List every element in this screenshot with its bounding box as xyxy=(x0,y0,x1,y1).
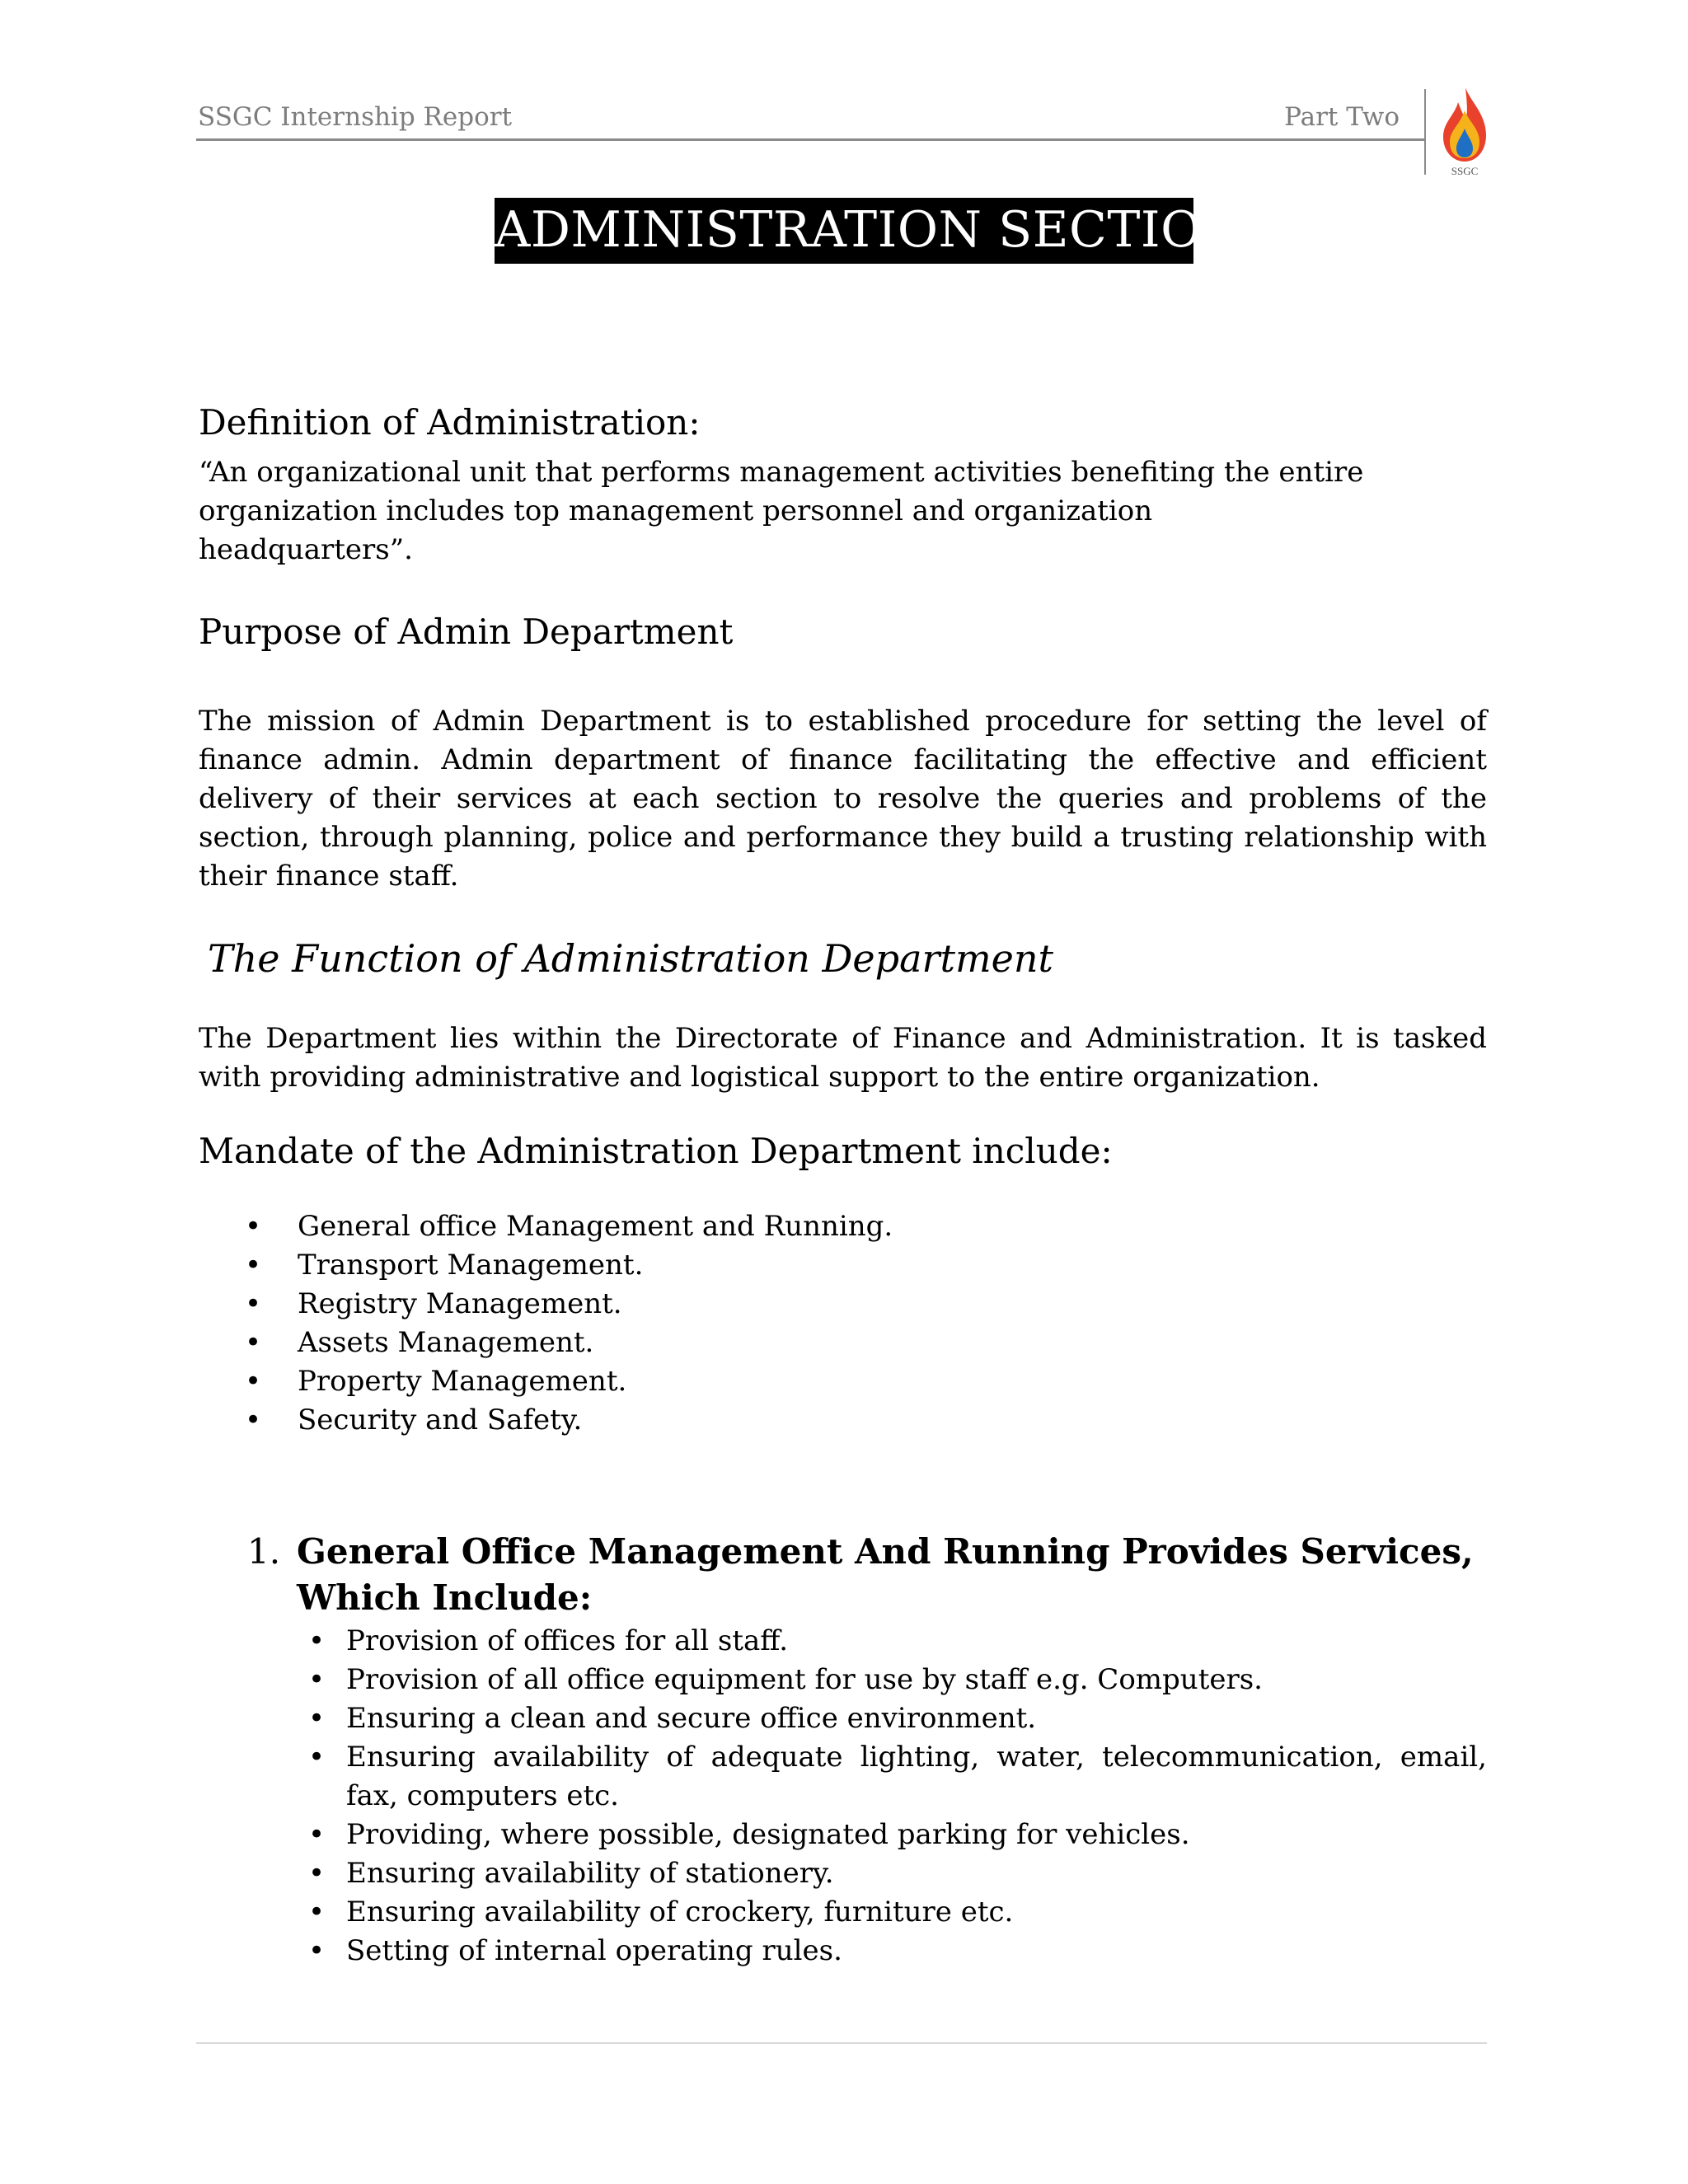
list-item: • Providing, where possible, designated parking for vehicles. xyxy=(297,1816,1487,1854)
function-heading: The Function of Administration Department xyxy=(208,936,1053,981)
list-item: • Provision of all office equipment for use by staff e.g. Computers. xyxy=(297,1661,1487,1699)
purpose-text: The mission of Admin Department is to established procedure for setting the level of finance admin. Admin department of finance facilitating the effective and efficient delivery of their services at each section to resolve the queries and problems of the section, through planning, police and performance they build a trusting relationship with their finance staff. xyxy=(199,705,1487,893)
list-item: • Ensuring availability of stationery. xyxy=(297,1854,1487,1893)
section-1-heading-text: General Office Management And Running Provides Services, Which Include: xyxy=(297,1531,1474,1618)
section-1-services-list xyxy=(297,1622,1487,1971)
logo-label: SSGC xyxy=(1451,165,1479,177)
page-header xyxy=(196,97,1424,141)
list-item: • General office Management and Running. xyxy=(199,1207,893,1246)
list-item: • Registry Management. xyxy=(199,1285,893,1324)
header-divider xyxy=(1424,89,1426,175)
list-item: • Ensuring availability of adequate lighting, water, telecommunication, email, fax, computers etc. xyxy=(297,1738,1487,1816)
list-item: • Transport Management. xyxy=(199,1246,893,1285)
function-text: The Department lies within the Directorate of Finance and Administration. It is tasked with providing administrative and logistical support to the entire organization. xyxy=(199,1022,1487,1094)
report-title: SSGC Internship Report xyxy=(198,102,513,132)
definition-text: “An organizational unit that performs management activities benefiting the entire organization includes top management personnel and organization headquarters”. xyxy=(199,456,1364,566)
list-item: • Provision of offices for all staff. xyxy=(297,1622,1487,1661)
footer-divider xyxy=(196,2042,1487,2044)
list-item: • Property Management. xyxy=(199,1362,893,1401)
list-item: • Security and Safety. xyxy=(199,1401,893,1440)
mandate-heading: Mandate of the Administration Department include: xyxy=(199,1131,1113,1171)
list-item: • Setting of internal operating rules. xyxy=(297,1932,1487,1971)
definition-heading: Definition of Administration: xyxy=(199,402,701,443)
part-label: Part Two xyxy=(1284,102,1400,132)
list-item: • Ensuring a clean and secure office environment. xyxy=(297,1699,1487,1738)
ssgc-flame-logo xyxy=(1438,82,1491,178)
purpose-heading: Purpose of Admin Department xyxy=(199,612,734,652)
list-item: • Assets Management. xyxy=(199,1324,893,1362)
section-title: ADMINISTRATION SECTION xyxy=(495,201,1245,259)
list-item: • Ensuring availability of crockery, furniture etc. xyxy=(297,1893,1487,1932)
mandate-list xyxy=(199,1207,893,1440)
section-title-box xyxy=(495,198,1245,264)
section-1-number: 1. xyxy=(247,1531,281,1572)
section-1-heading xyxy=(247,1529,1487,1621)
